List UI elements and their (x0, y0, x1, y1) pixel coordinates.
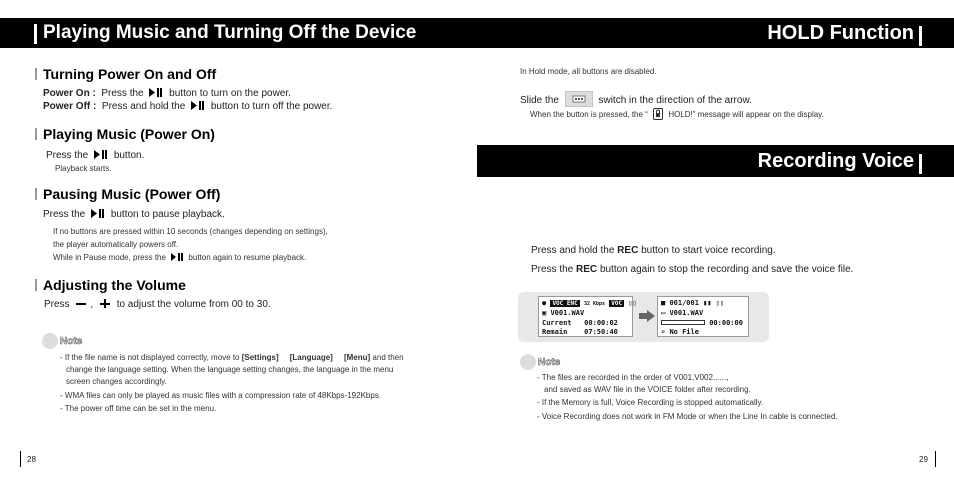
lock-icon (653, 108, 663, 120)
play-pause-icon (171, 253, 183, 261)
pause-sub-1: If no buttons are pressed within 10 seconds (changes depending on settings), (53, 227, 328, 236)
rec-header-title: Recording Voice (757, 150, 914, 172)
note-line-5: - The power off time can be set in the menu. (60, 404, 217, 413)
hold-line-2: Slide the switch in the direction of the arrow. (520, 91, 752, 107)
note-line-2: change the language setting. When the language setting changes, the language in the menu (66, 365, 394, 374)
stopped-screen: ■ 001/001 ▮▮ ▯▯ ▭ V001.WAV 00:00:00 ⌕ No File (657, 296, 749, 337)
pause-sub-3: While in Pause mode, press the button again to resume playback. (53, 253, 307, 262)
pause-line: Press the button to pause playback. (43, 209, 225, 220)
hold-header-bar (477, 18, 954, 48)
power-on-line: Power On : Press the button to turn on the power. (43, 88, 291, 99)
rec-note-2: and saved as WAV file in the VOICE folder after recording. (544, 385, 751, 394)
note-line-1: - If the file name is not displayed correctly, move to [Settings] [Language] [Menu] and then (60, 353, 404, 362)
header-pipe (919, 26, 922, 46)
page-number-right: 29 (919, 455, 928, 464)
power-off-line: Power Off : Press and hold the button to turn off the power. (43, 101, 333, 112)
note-icon (520, 354, 536, 370)
arrow-right-icon (639, 310, 655, 322)
volume-line: Press , to adjust the volume from 00 to 30. (44, 299, 271, 310)
rec-note-3: - If the Memory is full, Voice Recording is stopped automatically. (537, 398, 764, 407)
plus-icon (99, 299, 111, 308)
play-pause-icon (91, 209, 105, 218)
section-title-play: Playing Music (Power On) (35, 126, 215, 142)
header-pipe (919, 154, 922, 174)
left-header-bar (0, 18, 477, 48)
progress-bar (661, 320, 705, 325)
note-line-3: screen changes accordingly. (66, 377, 167, 386)
note-label: Note (60, 336, 83, 347)
lcd-panel (518, 292, 769, 342)
section-title-pause: Pausing Music (Power Off) (35, 186, 220, 202)
hold-header-title: HOLD Function (767, 22, 914, 44)
hold-line-3: When the button is pressed, the “ HOLD!” message will appear on the display. (530, 110, 824, 119)
page-marker (935, 451, 936, 467)
section-title-volume: Adjusting the Volume (35, 277, 186, 293)
play-line: Press the button. (46, 150, 145, 161)
hold-line-1: In Hold mode, all buttons are disabled. (520, 67, 657, 76)
note-line-4: - WMA files can only be played as music files with a compression rate of 48Kbps-192Kbps. (60, 391, 382, 400)
note-icon (42, 333, 58, 349)
recording-screen: ● VOC ENC 32 Kbps VOC ▯▯ ▣ V001.WAV Current 00:00:02 Remain 07:50:40 (538, 296, 633, 337)
hold-switch-icon (565, 91, 593, 107)
section-title-power: Turning Power On and Off (35, 66, 216, 82)
rec-note-4: - Voice Recording does not work in FM Mode or when the Line In cable is connected. (537, 412, 838, 421)
rec-line-1: Press and hold the REC button to start voice recording. (531, 245, 776, 256)
rec-header-bar (477, 145, 954, 177)
play-pause-icon (149, 88, 163, 97)
pause-sub-2: the player automatically powers off. (53, 240, 179, 249)
left-header-title: Playing Music and Turning Off the Device (43, 22, 417, 43)
rec-line-2: Press the REC button again to stop the recording and save the voice file. (531, 264, 854, 275)
play-sub: Playback starts. (55, 164, 112, 173)
page-marker (20, 451, 21, 467)
page-number-left: 28 (27, 455, 36, 464)
play-pause-icon (191, 101, 205, 110)
note-label: Note (538, 357, 561, 368)
rec-note-1: - The files are recorded in the order of V001,V002......, (537, 373, 729, 382)
header-pipe (34, 24, 37, 44)
play-pause-icon (94, 150, 108, 159)
minus-icon (75, 299, 87, 308)
